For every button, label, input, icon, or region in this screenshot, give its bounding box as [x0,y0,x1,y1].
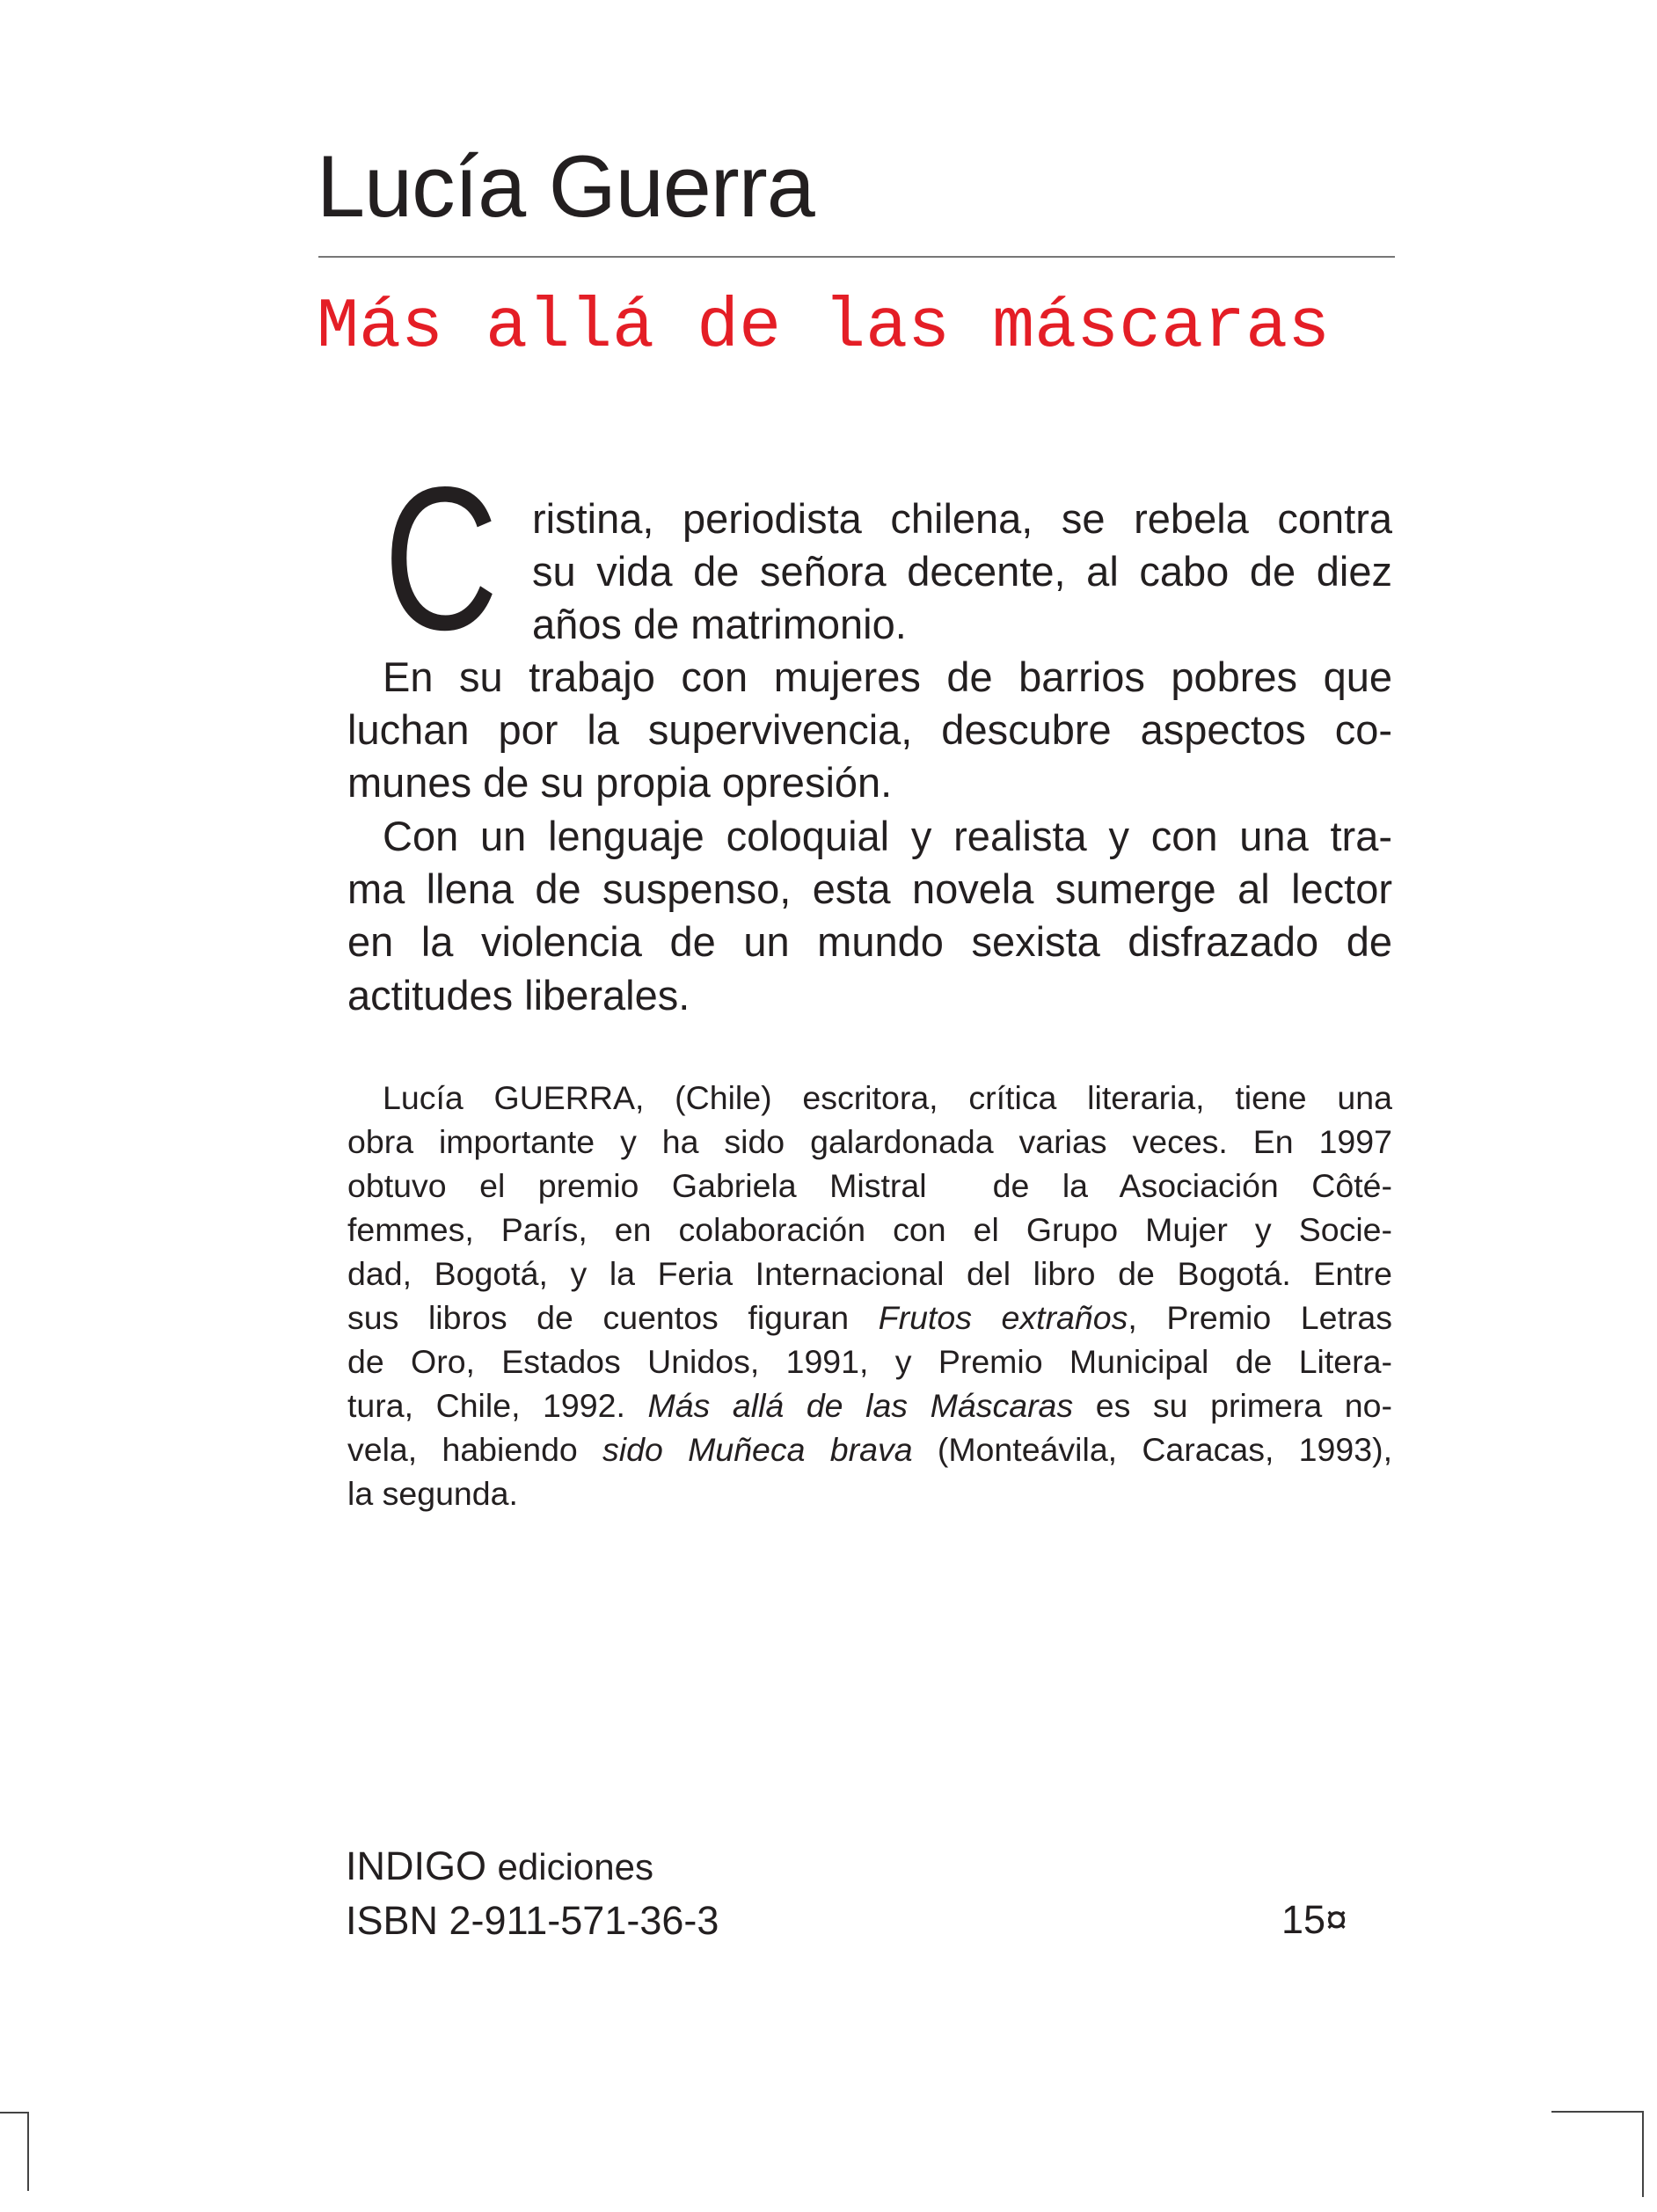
publisher-name: INDIGO [346,1843,487,1888]
bio-line [347,1296,1392,1340]
bio-text: de Oro, Estados Unidos, 1991, y Premio Municipal de Litera- [347,1343,1392,1380]
bio-text: sus libros de cuentos figuran [347,1299,879,1336]
isbn: ISBN 2-911-571-36-3 [346,1898,719,1943]
bio-text: dad, Bogotá, y la Feria Internacional del libro de Bogotá. Entre [347,1255,1392,1292]
bio-line [347,1164,1392,1208]
bio-text: Lucía GUERRA, (Chile) escritora, crítica literaria, tiene una [383,1079,1392,1116]
bio-line [383,1076,1392,1120]
author-name: Lucía Guerra [317,137,814,235]
synopsis-line: En su trabajo con mujeres de barrios pobres que [383,653,1392,700]
book-title-mas-alla: Más allá de las Máscaras [647,1387,1074,1424]
bio-line [347,1252,1392,1296]
bio-line [347,1120,1392,1164]
synopsis-line: actitudes liberales. [347,972,690,1018]
synopsis-line: años de matrimonio. [532,601,907,647]
synopsis-line: munes de su propia opresión. [347,759,893,806]
bio-line [347,1340,1392,1383]
book-title-frutos-extranos: Frutos extraños [878,1299,1128,1336]
synopsis-line: ristina, periodista chilena, se rebela contra [532,495,1392,542]
bio-text: la segunda. [347,1475,518,1512]
synopsis-line: luchan por la supervivencia, descubre aspectos co- [347,706,1392,753]
synopsis-line: su vida de señora decente, al cabo de diez [532,548,1392,595]
synopsis-line: ma llena de suspenso, esta novela sumerge al lector [347,865,1392,912]
book-title-muneca-brava: sido Muñeca brava [602,1431,913,1468]
drop-cap: C [383,445,499,673]
bio-text: obtuvo el premio Gabriela Mistral de la Asociación Côté- [347,1167,1392,1204]
publisher-line [346,1840,653,1894]
bio-line [347,1208,1392,1252]
bio-text: vela, habiendo [347,1431,603,1468]
bio-text: tura, Chile, 1992. [347,1387,648,1424]
bio-line [347,1427,1392,1471]
crop-mark-bottom-right [1551,2111,1644,2197]
bio-text: , Premio Letras [1128,1299,1392,1336]
price: 15¤ [1281,1897,1348,1942]
bio-text: (Monteávila, Caracas, 1993), [912,1431,1392,1468]
synopsis-line: en la violencia de un mundo sexista disfrazado de [347,918,1392,965]
bio-text: obra importante y ha sido galardonada varias veces. En 1997 [347,1123,1392,1160]
bio-line [347,1383,1392,1427]
bio-line [347,1471,518,1515]
bio-text: es su primera no- [1073,1387,1392,1424]
bio-text: femmes, París, en colaboración con el Grupo Mujer y Socie- [347,1211,1392,1248]
book-title: Más allá de las máscaras [317,288,1331,368]
crop-mark-bottom-left [0,2112,29,2191]
synopsis-line: Con un lenguaje coloquial y realista y con una tra- [383,813,1392,859]
publisher-suffix: ediciones [497,1846,653,1887]
title-divider [318,256,1395,258]
